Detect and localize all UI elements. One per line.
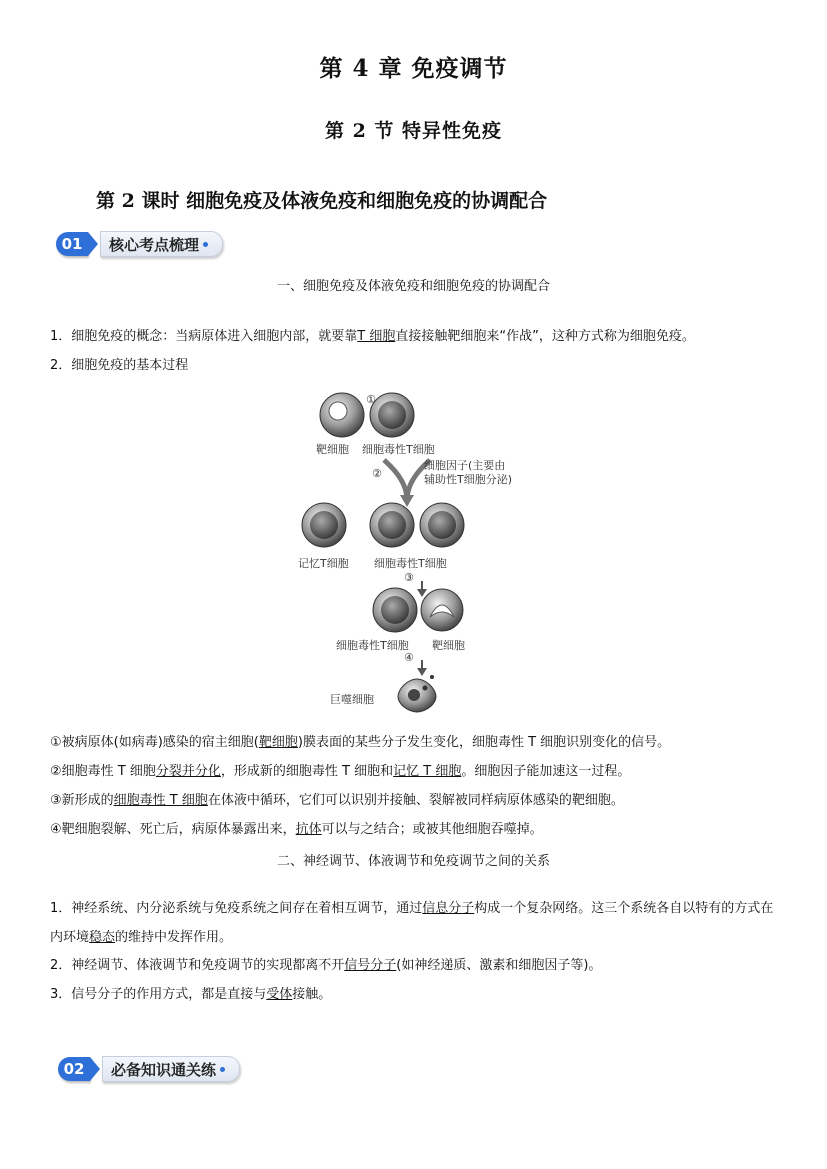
- memory-t-label: 记忆T细胞: [298, 557, 349, 570]
- paragraph: 3．信号分子的作用方式，都是直接与受体接触。: [50, 987, 332, 1002]
- diagram-graphics: [292, 385, 542, 720]
- step-2-label: ②: [372, 467, 382, 480]
- cytokine-label-2: 辅助性T细胞分泌): [424, 473, 513, 486]
- paragraph: 1．细胞免疫的概念：当病原体进入细胞内部，就要靠T 细胞直接接触靶细胞来“作战”，这种方式称为细胞免疫。: [50, 329, 695, 344]
- chevron-icon: [88, 232, 98, 256]
- ctl-label-3: 细胞毒性T细胞: [336, 639, 409, 652]
- target-cell-label: 靶细胞: [316, 443, 349, 456]
- part2-heading: 二、神经调节、体液调节和免疫调节之间的关系: [276, 854, 550, 869]
- chevron-icon: [90, 1057, 100, 1081]
- section-title: 第 2 节 特异性免疫: [324, 120, 503, 142]
- step-3-label: ③: [404, 571, 414, 584]
- step-1-label: ①: [366, 393, 376, 406]
- step-4-label: ④: [404, 651, 414, 664]
- process-step-2: ②细胞毒性 T 细胞分裂并分化，形成新的细胞毒性 T 细胞和记忆 T 细胞。细胞因子能加速这一过程。: [50, 764, 631, 779]
- process-step-4: ④靶细胞裂解、死亡后，病原体暴露出来，抗体可以与之结合；或被其他细胞吞噬掉。: [50, 822, 543, 837]
- badge-label: 必备知识通关练: [102, 1056, 240, 1082]
- ctl-label-2: 细胞毒性T细胞: [374, 557, 447, 570]
- cytokine-label: 细胞因子(主要由: [424, 459, 506, 472]
- paragraph: 1．神经系统、内分泌系统与免疫系统之间存在着相互调节，通过信息分子构成一个复杂网络。这三个系统各自以特有的方式在内环境稳态的维持中发挥作用。: [50, 901, 774, 945]
- ctl-label: 细胞毒性T细胞: [362, 443, 435, 456]
- badge-number: 02: [58, 1057, 90, 1081]
- cell-immunity-diagram: [292, 385, 542, 720]
- badge-label: 核心考点梳理: [100, 231, 223, 257]
- badge-core-points: [56, 231, 223, 257]
- part1-heading: 一、细胞免疫及体液免疫和细胞免疫的协调配合: [276, 279, 550, 294]
- badge-number: 01: [56, 232, 88, 256]
- paragraph: 2．细胞免疫的基本过程: [50, 358, 189, 373]
- chapter-title: 第 4 章 免疫调节: [319, 55, 508, 82]
- process-step-3: ③新形成的细胞毒性 T 细胞在体液中循环，它们可以识别并接触、裂解被同样病原体感染的靶细胞。: [50, 793, 624, 808]
- macrophage-label: 巨噬细胞: [330, 693, 374, 706]
- lesson-title: 第 2 课时 细胞免疫及体液免疫和细胞免疫的协调配合: [96, 190, 548, 212]
- target-cell-label-2: 靶细胞: [432, 639, 465, 652]
- process-step-1: ①被病原体(如病毒)感染的宿主细胞(靶细胞)膜表面的某些分子发生变化，细胞毒性 T 细胞识别变化的信号。: [50, 735, 671, 750]
- badge-practice: [58, 1056, 240, 1082]
- paragraph: 2．神经调节、体液调节和免疫调节的实现都离不开信号分子(如神经递质、激素和细胞因子等)。: [50, 958, 602, 973]
